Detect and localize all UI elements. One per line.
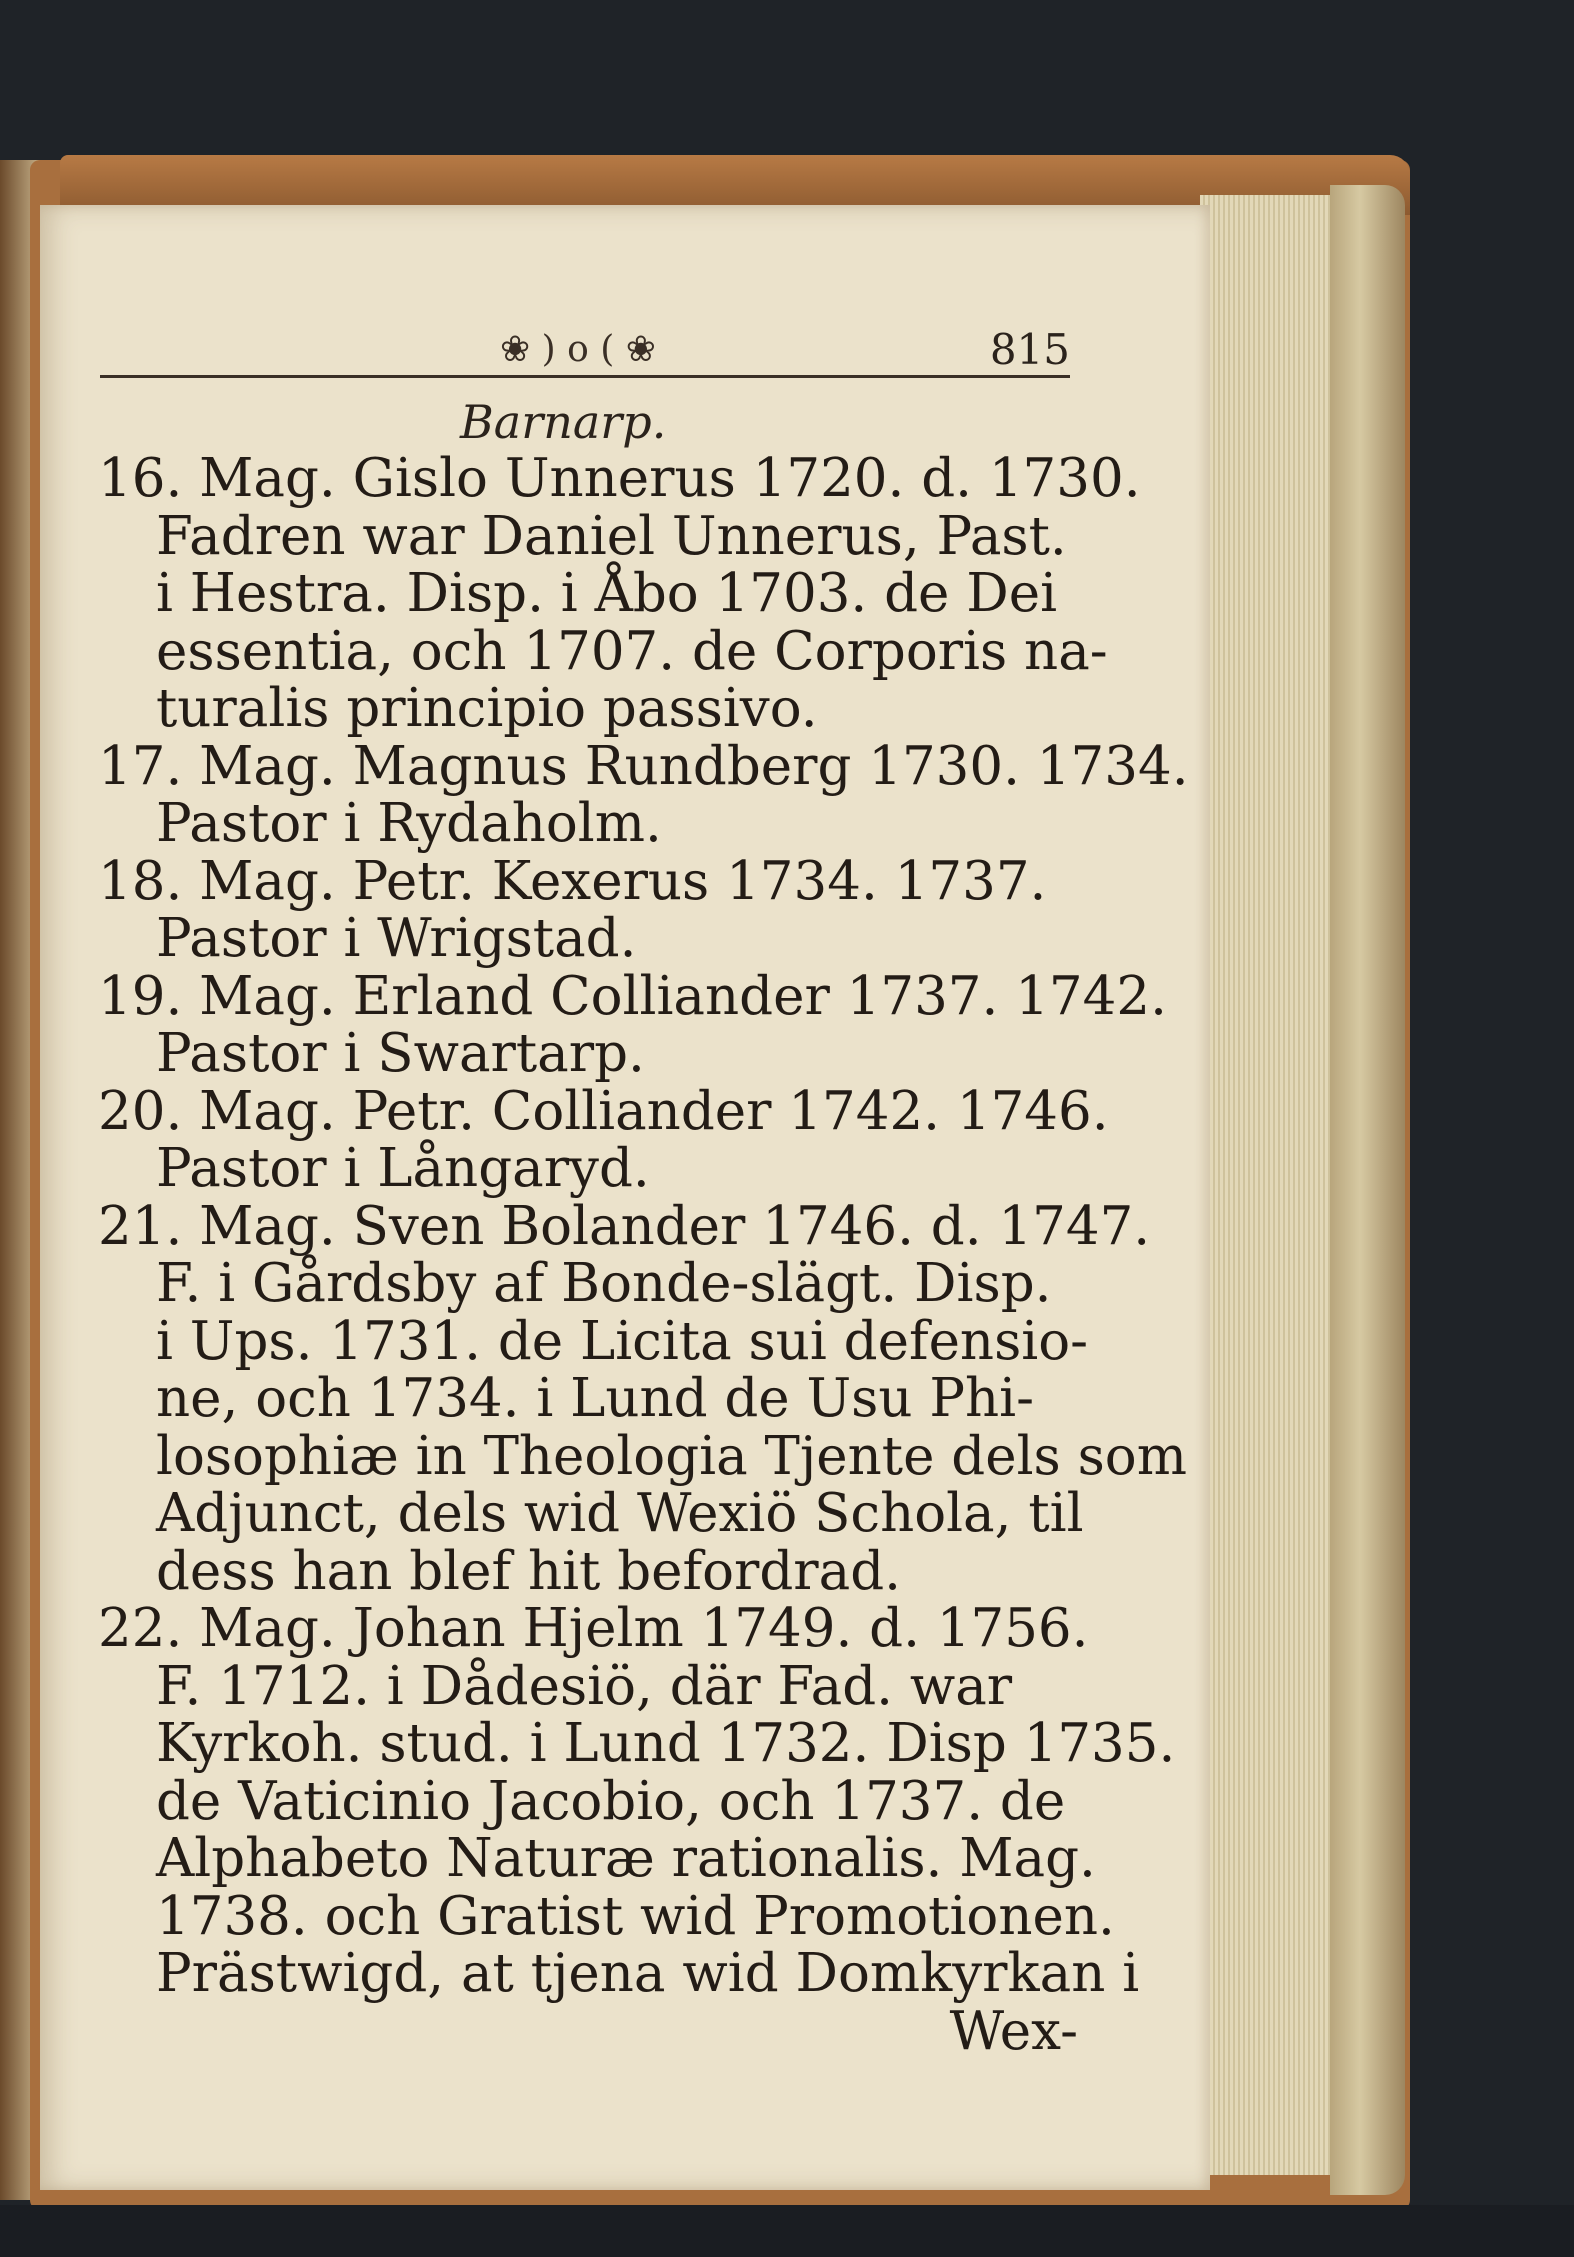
text-line: de Vaticinio Jacobio, och 1737. de [156,1770,1066,1832]
text-line: Pastor i Rydaholm. [156,793,662,854]
text-line: 22. Mag. Johan Hjelm 1749. d. 1756. [98,1598,1089,1659]
running-head [100,325,1070,378]
text-line: Pastor i Swartarp. [156,1023,645,1084]
text-line: Fadren war Daniel Unnerus, Past. [156,505,1067,567]
text-line: Pastor i Wrigstad. [156,908,637,969]
section-title: Barnarp. [460,395,667,449]
catchword: Wex- [949,2000,1078,2062]
text-line: i Ups. 1731. de Licita sui defensio- [156,1310,1089,1372]
text-line: essentia, och 1707. de Corporis na- [156,620,1108,682]
text-line: 18. Mag. Petr. Kexerus 1734. 1737. [98,850,1047,912]
background-bottom [0,2205,1574,2257]
text-line: 1738. och Gratist wid Promotionen. [156,1885,1115,1947]
text-line: 20. Mag. Petr. Colliander 1742. 1746. [98,1080,1109,1142]
text-line: losophiæ in Theologia Tjente dels som [156,1425,1187,1487]
book-page [40,205,1210,2190]
text-line: 21. Mag. Sven Bolander 1746. d. 1747. [98,1195,1151,1257]
book-spine [1330,185,1405,2195]
text-line: 16. Mag. Gislo Unnerus 1720. d. 1730. [98,448,1141,509]
text-line: F. i Gårdsby af Bonde-slägt. Disp. [156,1253,1052,1314]
text-block [98,448,1189,2062]
text-line: dess han blef hit befordrad. [156,1540,901,1602]
page-number: 815 [989,325,1070,374]
text-line: Kyrkoh. stud. i Lund 1732. Disp 1735. [156,1713,1176,1774]
text-line: 19. Mag. Erland Colliander 1737. 1742. [98,965,1167,1027]
text-line: Pastor i Långaryd. [156,1138,650,1199]
text-line: i Hestra. Disp. i Åbo 1703. de Dei [156,563,1058,624]
text-line: turalis principio passivo. [156,678,818,739]
text-line: Prästwigd, at tjena wid Domkyrkan i [156,1943,1140,2004]
text-line: F. 1712. i Dådesiö, där Fad. war [156,1655,1013,1717]
header-ornament: ❀ ) o ( ❀ [500,329,656,370]
text-line: Adjunct, dels wid Wexiö Schola, til [156,1483,1084,1544]
text-line: ne, och 1734. i Lund de Usu Phi- [156,1368,1035,1429]
text-line: Alphabeto Naturæ rationalis. Mag. [156,1828,1096,1889]
page-fore-edge [1200,195,1340,2175]
text-line: 17. Mag. Magnus Rundberg 1730. 1734. [98,735,1189,797]
